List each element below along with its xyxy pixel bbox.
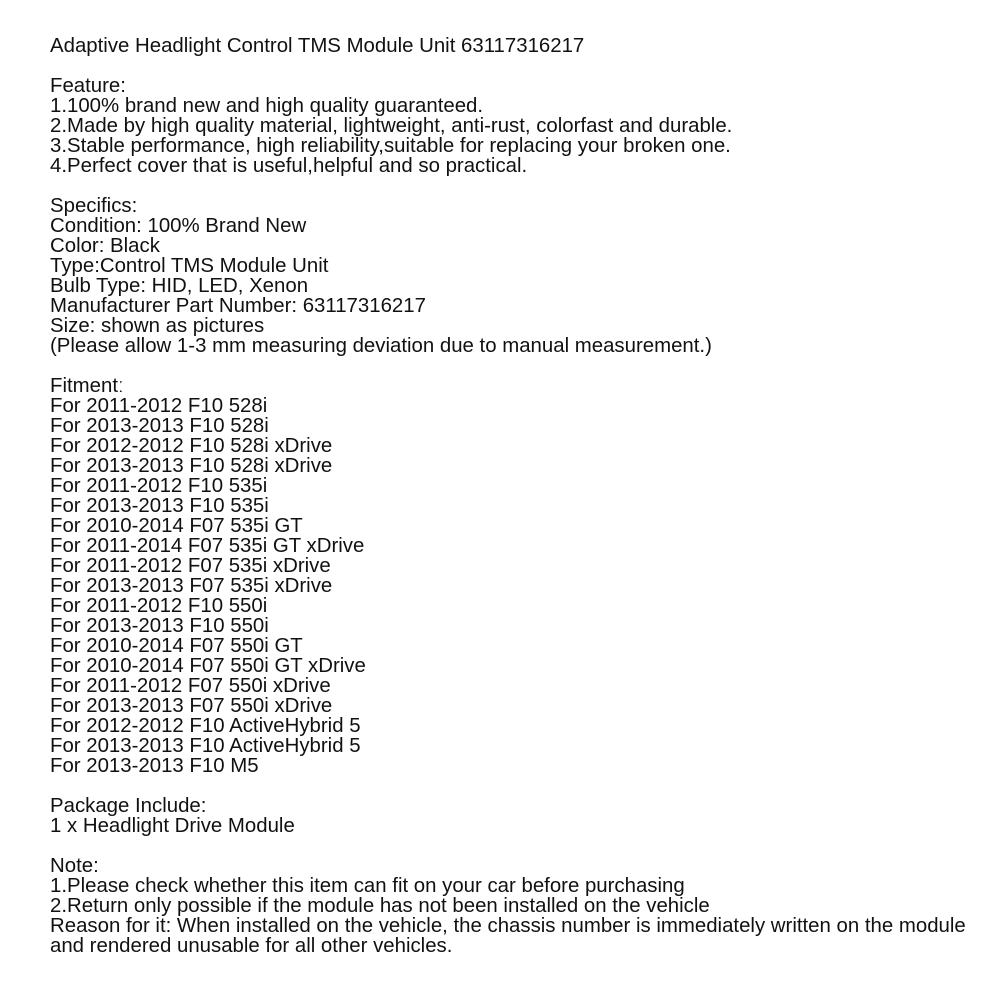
specifics-item: Condition: 100% Brand New	[50, 215, 307, 237]
fitment-section	[50, 376, 990, 776]
fitment-item: For 2010-2014 F07 535i GT	[50, 515, 303, 537]
specifics-item: Type:Control TMS Module Unit	[50, 255, 329, 277]
specifics-item: Color: Black	[50, 235, 160, 257]
fitment-item: For 2011-2012 F10 528i	[50, 395, 268, 417]
fitment-item: For 2011-2014 F07 535i GT xDrive	[50, 535, 365, 557]
fitment-item: For 2012-2012 F10 ActiveHybrid 5	[50, 715, 361, 737]
specifics-item: Size: shown as pictures	[50, 315, 265, 337]
fitment-heading: Fitmentː	[50, 375, 124, 397]
spacer	[50, 776, 990, 796]
spacer	[50, 356, 990, 376]
specifics-item: Bulb Type: HID, LED, Xenon	[50, 275, 309, 297]
spacer	[50, 56, 990, 76]
fitment-item: For 2010-2014 F07 550i GT	[50, 635, 303, 657]
fitment-item: For 2013-2013 F10 528i xDrive	[50, 455, 333, 477]
fitment-item: For 2012-2012 F10 528i xDrive	[50, 435, 333, 457]
feature-section	[50, 76, 990, 176]
fitment-item: For 2011-2012 F07 535i xDrive	[50, 555, 331, 577]
package-section	[50, 796, 990, 836]
note-reason: Reason for it: When installed on the vehicle, the chassis number is immediately written on the module and rendered unusable for all other vehicles.	[50, 915, 966, 957]
specifics-item: Manufacturer Part Number: 63117316217	[50, 295, 426, 317]
specifics-item: (Please allow 1-3 mm measuring deviation due to manual measurement.)	[50, 335, 712, 357]
fitment-item: For 2013-2013 F07 535i xDrive	[50, 575, 333, 597]
package-heading: Package Include:	[50, 795, 207, 817]
spacer	[50, 176, 990, 196]
note-item: 2.Return only possible if the module has not been installed on the vehicle	[50, 895, 710, 917]
fitment-item: For 2013-2013 F10 M5	[50, 755, 259, 777]
fitment-item: For 2011-2012 F07 550i xDrive	[50, 675, 331, 697]
fitment-item: For 2013-2013 F07 550i xDrive	[50, 695, 333, 717]
feature-item: 3.Stable performance, high reliability,suitable for replacing your broken one.	[50, 135, 731, 157]
note-heading: Note:	[50, 855, 99, 877]
product-description	[50, 36, 990, 956]
fitment-item: For 2011-2012 F10 550i	[50, 595, 268, 617]
note-item: 1.Please check whether this item can fit on your car before purchasing	[50, 875, 685, 897]
feature-heading: Feature:	[50, 75, 126, 97]
fitment-item: For 2013-2013 F10 550i	[50, 615, 269, 637]
fitment-item: For 2010-2014 F07 550i GT xDrive	[50, 655, 366, 677]
specifics-heading: Specifics:	[50, 195, 138, 217]
fitment-item: For 2013-2013 F10 535i	[50, 495, 269, 517]
feature-item: 1.100% brand new and high quality guaranteed.	[50, 95, 484, 117]
feature-item: 2.Made by high quality material, lightweight, anti-rust, colorfast and durable.	[50, 115, 733, 137]
fitment-item: For 2011-2012 F10 535i	[50, 475, 268, 497]
note-section	[50, 856, 990, 956]
fitment-item: For 2013-2013 F10 ActiveHybrid 5	[50, 735, 361, 757]
package-item: 1 x Headlight Drive Module	[50, 815, 295, 837]
fitment-item: For 2013-2013 F10 528i	[50, 415, 269, 437]
page-title: Adaptive Headlight Control TMS Module Unit 63117316217	[50, 35, 585, 57]
feature-item: 4.Perfect cover that is useful,helpful and so practical.	[50, 155, 528, 177]
specifics-section	[50, 196, 990, 356]
spacer	[50, 836, 990, 856]
